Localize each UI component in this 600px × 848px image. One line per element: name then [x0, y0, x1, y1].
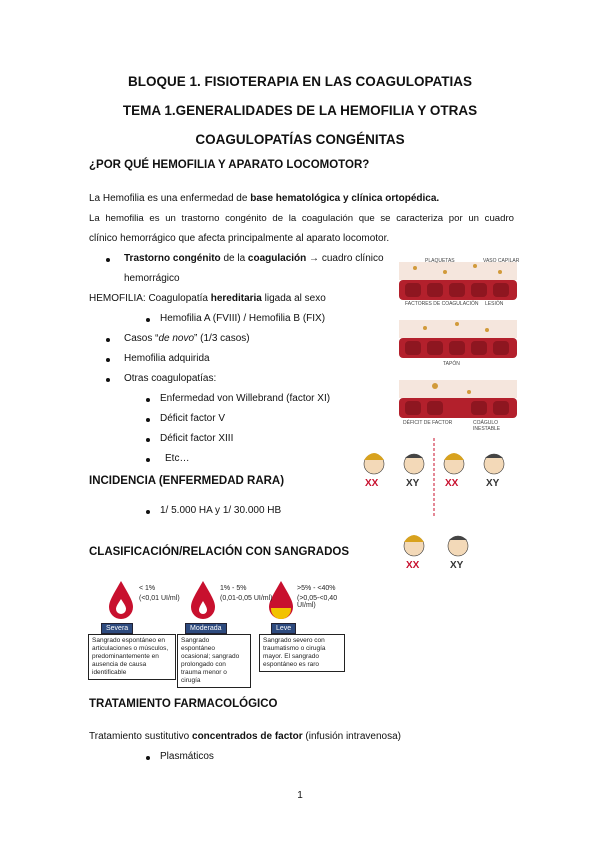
- severity-tag-severa: Severa: [101, 623, 133, 634]
- hemofilia-bold: hereditaria: [210, 293, 262, 304]
- severity-tag-leve: Leve: [271, 623, 296, 634]
- chromosome-xx: XX: [406, 560, 420, 571]
- list-item-italic: de novo: [158, 333, 195, 344]
- page-number: 1: [297, 790, 303, 801]
- list-item-bold: coagulación: [247, 253, 307, 264]
- bullet-dot: [106, 338, 110, 342]
- section-heading-incidencia: INCIDENCIA (ENFERMEDAD RARA): [89, 475, 285, 487]
- coag-label-deficit: DÉFICIT DE FACTOR: [403, 420, 453, 426]
- severity-desc-line: trauma menor o: [181, 669, 227, 676]
- severity-value-leve: (>0,05-<0,40 UI/ml): [297, 595, 338, 609]
- hemofilia-text: HEMOFILIA: Coagulopatía: [89, 293, 211, 304]
- list-item-trastorno-line-2: hemorrágico: [124, 273, 180, 284]
- bullet-dot: [146, 510, 150, 514]
- chromosome-xy: XY: [450, 560, 464, 571]
- severity-pct-moderada: 1% - 5%: [220, 585, 247, 592]
- hemofilia-line: [89, 293, 326, 304]
- paragraph-1-text: La Hemofilia es una enfermedad de: [89, 193, 251, 204]
- severity-pct-leve: >5% - <40%: [297, 585, 336, 592]
- coagulation-figure: [395, 258, 520, 430]
- list-item-text: ” (1/3 casos): [194, 333, 250, 344]
- severity-tag-moderada: Moderada: [185, 623, 227, 634]
- severity-desc-line: Sangrado severo con: [263, 637, 325, 644]
- severity-value-moderada: (0,01-0,05 UI/ml): [220, 595, 273, 602]
- chromosome-xx: XX: [445, 478, 459, 489]
- chromosome-xx: XX: [365, 478, 379, 489]
- bullet-dot: [106, 258, 110, 262]
- arrow-icon: →: [306, 253, 322, 264]
- incidence-item: 1/ 5.000 HA y 1/ 30.000 HB: [160, 505, 282, 516]
- severity-desc-line: prolongado con: [181, 661, 226, 668]
- treatment-paragraph: [89, 731, 401, 742]
- chromosome-xy: XY: [486, 478, 500, 489]
- bullet-dot: [146, 438, 150, 442]
- coag-label-lesion: LESIÓN: [485, 301, 504, 307]
- title-line-3: COAGULOPATÍAS CONGÉNITAS: [195, 132, 405, 147]
- severity-desc-line: articulaciones o músculos,: [92, 645, 169, 652]
- treatment-text: Tratamiento sustitutivo: [89, 731, 193, 742]
- list-item-bold: Trastorno congénito: [124, 253, 221, 264]
- severity-desc-line: Sangrado espontáneo en: [92, 637, 166, 644]
- coag-label-factores: FACTORES DE COAGULACIÓN: [405, 301, 479, 307]
- treatment-item-plasmaticos: Plasmáticos: [160, 751, 214, 762]
- section-heading-clasificacion: CLASIFICACIÓN/RELACIÓN CON SANGRADOS: [89, 546, 350, 558]
- severity-desc-line: Sangrado: [181, 637, 210, 644]
- pedigree-figure: [348, 438, 518, 608]
- bullet-dot: [146, 756, 150, 760]
- paragraph-2-line-2: clínico hemorrágico que afecta principalmente al aparato locomotor.: [89, 233, 390, 244]
- bullet-dot: [146, 318, 150, 322]
- list-item-otras: Otras coagulopatías:: [124, 373, 217, 384]
- bullet-dot: [106, 358, 110, 362]
- bullet-dot: [146, 458, 150, 462]
- coagulation-illustration: [395, 258, 520, 430]
- list-item-adquirida: Hemofilia adquirida: [124, 353, 210, 364]
- title-line-1: BLOQUE 1. FISIOTERAPIA EN LAS COAGULOPATIAS: [127, 74, 473, 89]
- chromosome-xy: XY: [406, 478, 420, 489]
- severity-desc-line: predominantemente en: [92, 653, 159, 660]
- list-subitem-factor-xiii: Déficit factor XIII: [160, 433, 234, 444]
- coag-label-tapon: TAPÓN: [443, 361, 460, 367]
- list-item-de-novo: [124, 333, 250, 344]
- treatment-bold: concentrados de factor: [192, 731, 303, 742]
- list-subitem-etc: Etc…: [165, 453, 190, 464]
- bullet-dot: [146, 418, 150, 422]
- severity-desc-line: identificable: [92, 669, 127, 676]
- title-line-2: TEMA 1.GENERALIDADES DE LA HEMOFILIA Y OTRAS: [122, 103, 478, 118]
- paragraph-2-line-1: La hemofilia es un trastorno congénito de la coagulación que se caracteriza por un cuadro: [89, 213, 514, 224]
- severity-desc-line: mayor. El sangrado: [263, 653, 320, 660]
- coag-label-plaquetas: PLAQUETAS: [425, 258, 455, 264]
- paragraph-1-bold: base hematológica y clínica ortopédica.: [250, 193, 440, 204]
- coag-label-coagulo: COÁGULO INESTABLE: [473, 420, 501, 432]
- severity-desc-moderada: [177, 634, 251, 688]
- severity-desc-line: ocasional; sangrado: [181, 653, 240, 660]
- coag-label-vaso: VASO CAPILAR: [483, 258, 520, 264]
- severity-desc-line: espontáneo es raro: [263, 661, 320, 668]
- severity-desc-line: ausencia de causa: [92, 661, 147, 668]
- paragraph-1: [89, 193, 439, 204]
- section-heading-tratamiento: TRATAMIENTO FARMACOLÓGICO: [89, 698, 278, 710]
- list-subitem-willebrand: Enfermedad von Willebrand (factor XI): [160, 393, 331, 404]
- severity-pct-severa: < 1%: [139, 585, 156, 592]
- severity-desc-severa: [88, 634, 176, 680]
- severity-desc-line: traumatismo o cirugía: [263, 645, 326, 652]
- list-item-trastorno: [124, 253, 394, 264]
- hemofilia-text-end: ligada al sexo: [261, 293, 326, 304]
- bullet-dot: [146, 398, 150, 402]
- severity-desc-leve: [259, 634, 345, 672]
- section-heading-why: ¿POR QUÉ HEMOFILIA Y APARATO LOCOMOTOR?: [89, 159, 370, 171]
- list-subitem-hemofilia-ab: Hemofilia A (FVIII) / Hemofilia B (FIX): [160, 313, 326, 324]
- list-subitem-factor-v: Déficit factor V: [160, 413, 226, 424]
- pedigree-illustration: [348, 438, 518, 608]
- list-item-text: cuadro clínico: [321, 253, 384, 264]
- severity-value-severa: (<0,01 UI/ml): [139, 595, 180, 602]
- severity-desc-line: espontáneo: [181, 645, 215, 652]
- list-item-text: Casos “: [124, 333, 159, 344]
- list-item-text: de la: [220, 253, 248, 264]
- treatment-text-end: (infusión intravenosa): [302, 731, 401, 742]
- bullet-dot: [106, 378, 110, 382]
- severity-desc-line: cirugía: [181, 677, 201, 684]
